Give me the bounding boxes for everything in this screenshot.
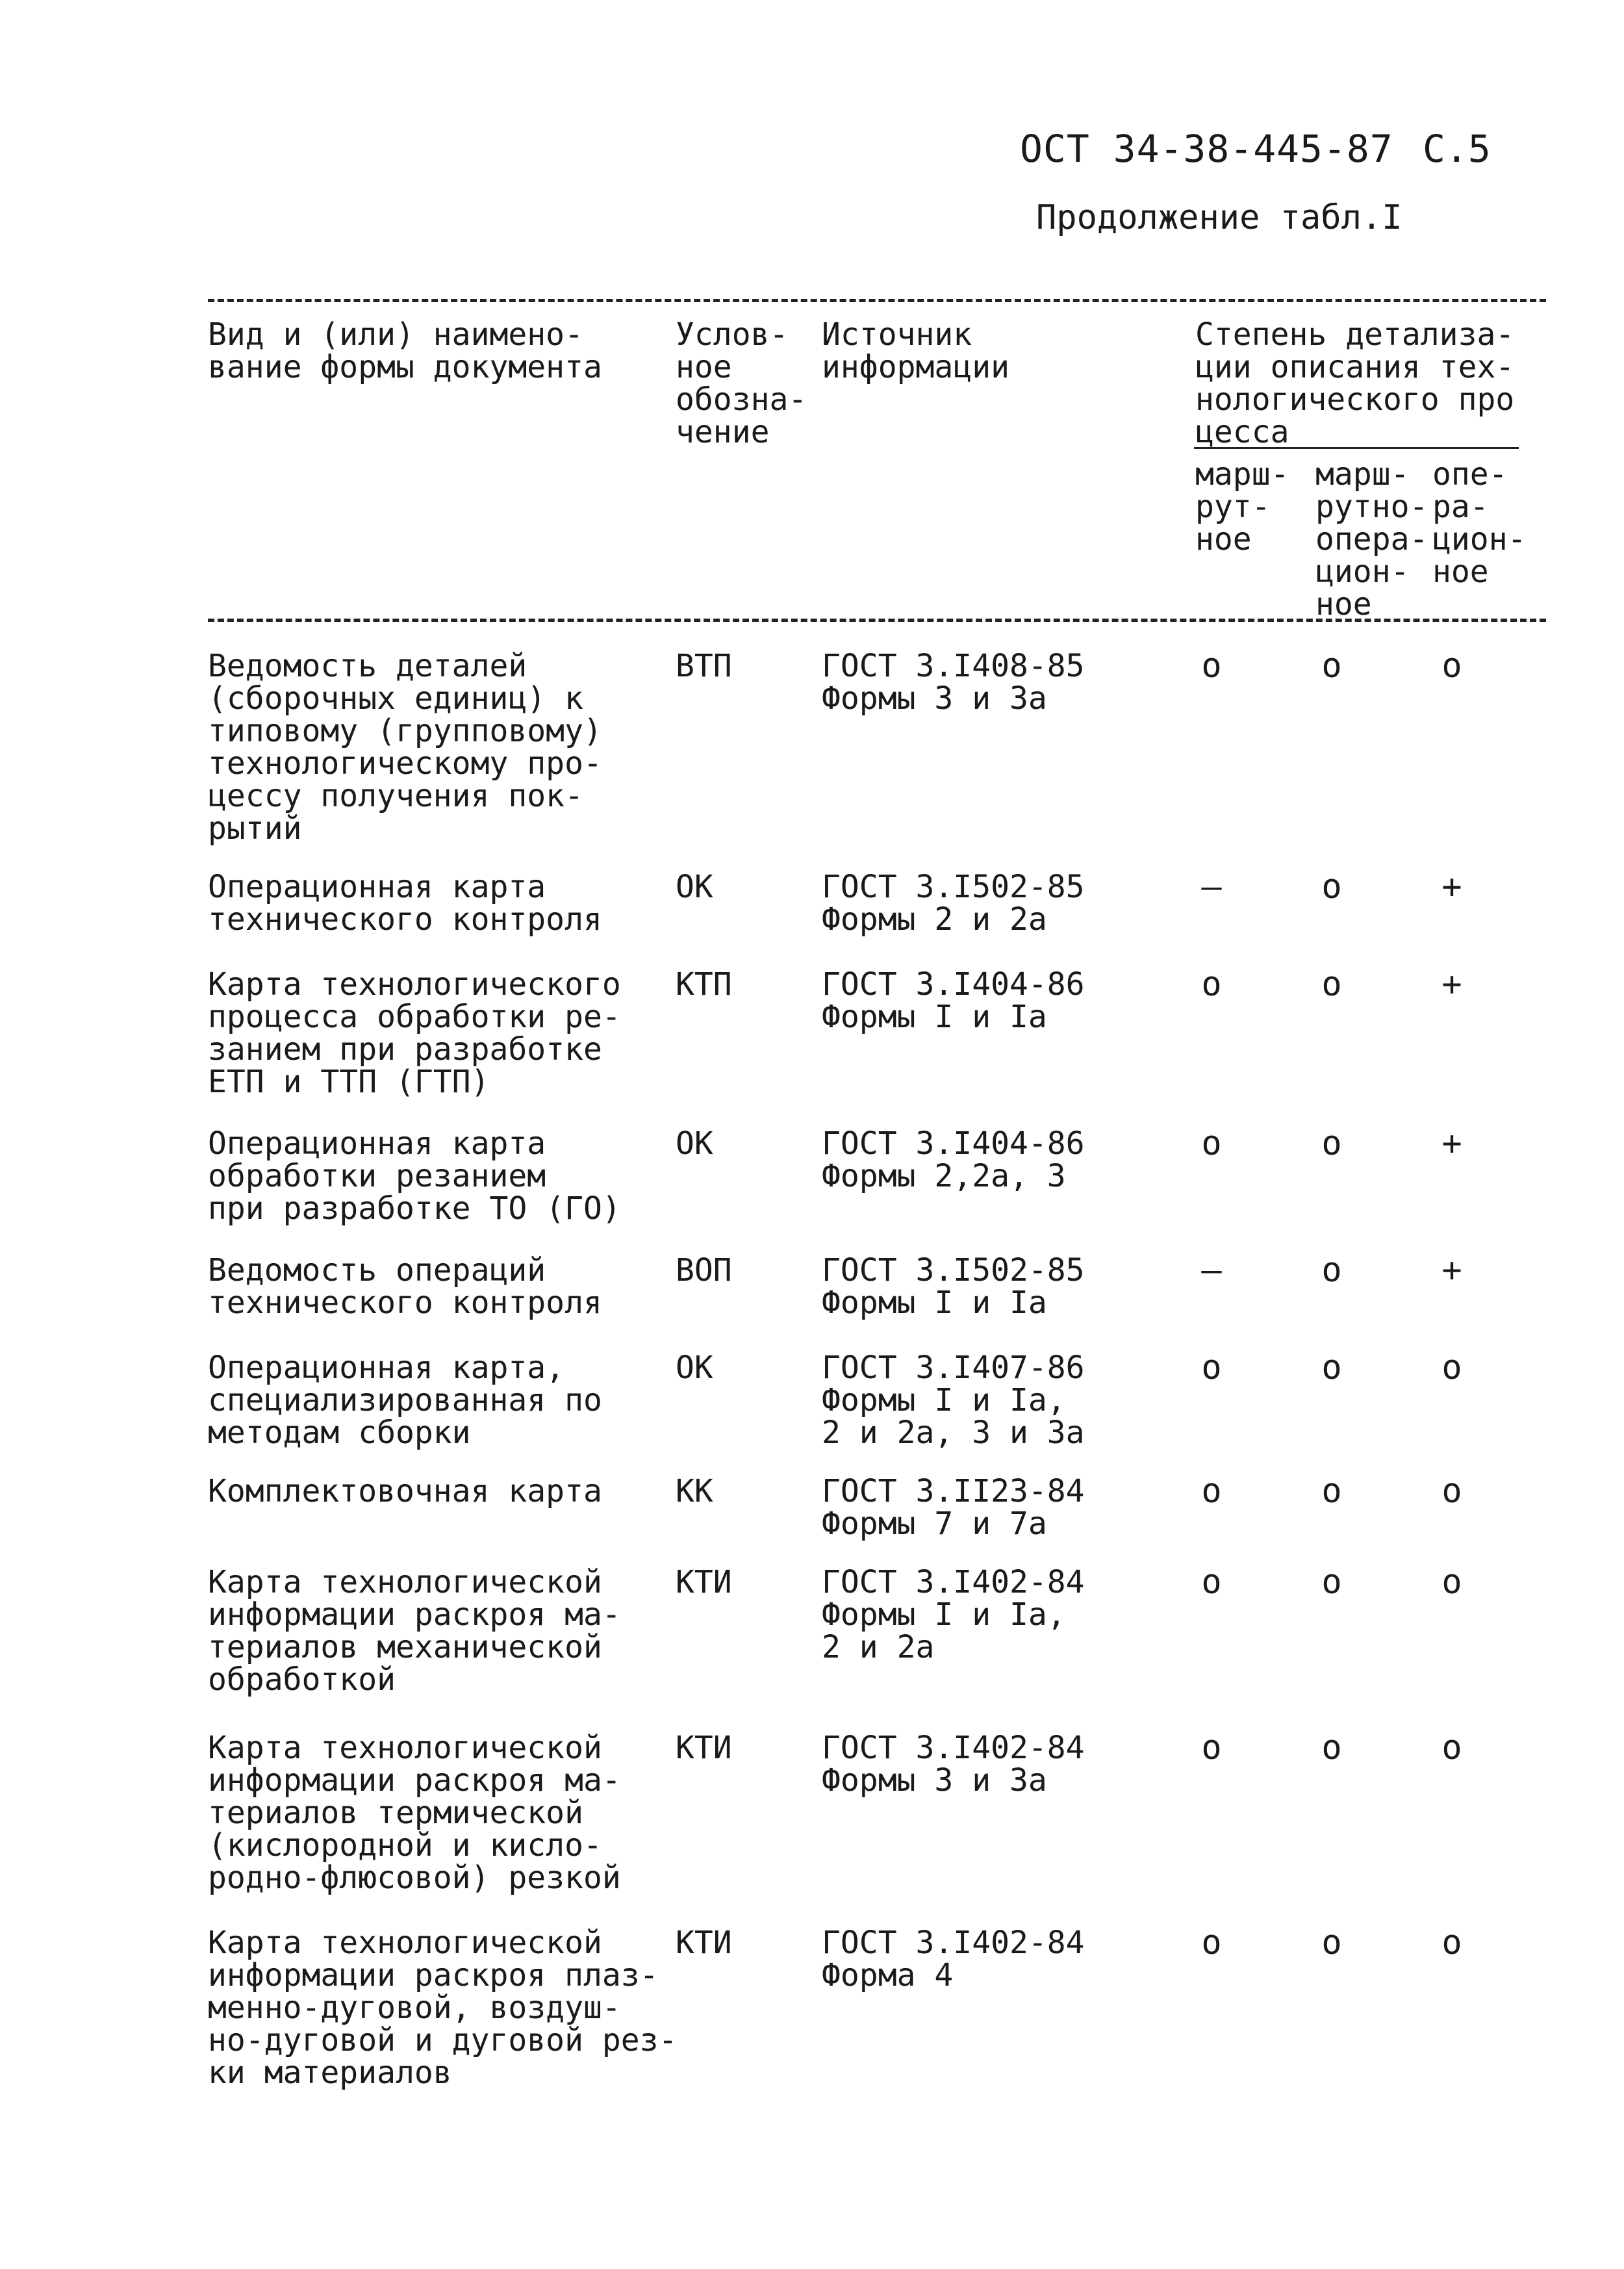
row-10-name: Карта технологической информации раскроя плаз- менно-дуговой, воздуш- но-дуговой и дуговой рез- ки материалов: [208, 1925, 678, 2091]
document-code: ОСТ 34-38-445-87: [1020, 127, 1393, 171]
row-8-op-mark: о: [1441, 1563, 1462, 1602]
row-5-source: ГОСТ 3.I502-85 Формы I и Iа: [822, 1252, 1085, 1321]
row-9-symbol: КТИ: [676, 1730, 732, 1766]
row-2-route-mark: –: [1201, 867, 1222, 906]
row-7-route-mark: о: [1201, 1472, 1222, 1511]
row-6-source: ГОСТ 3.I407-86 Формы I и Iа, 2 и 2а, 3 и 3а: [822, 1350, 1085, 1451]
row-4-name: Операционная карта обработки резанием при разработке ТО (ГО): [208, 1125, 621, 1227]
column-header-detail-level: Степень детализа- ции описания тех- нологического про цесса: [1195, 316, 1515, 450]
subheader-route-operational: марш- рутно- опера- цион- ное: [1315, 456, 1428, 622]
column-header-name: Вид и (или) наимено- вание формы документа: [208, 316, 602, 385]
row-4-source: ГОСТ 3.I404-86 Формы 2,2а, 3: [822, 1125, 1085, 1194]
subheader-route: марш- рут- ное: [1195, 456, 1289, 558]
row-6-route-mark: о: [1201, 1348, 1222, 1387]
row-5-name: Ведомость операций технического контроля: [208, 1252, 602, 1321]
row-7-op-mark: о: [1441, 1472, 1462, 1511]
row-9-op-mark: о: [1441, 1728, 1462, 1767]
row-4-route-op-mark: о: [1321, 1124, 1342, 1163]
row-3-route-mark: о: [1201, 965, 1222, 1004]
row-8-symbol: КТИ: [676, 1564, 732, 1600]
row-3-op-mark: +: [1441, 965, 1462, 1004]
row-3-route-op-mark: о: [1321, 965, 1342, 1004]
row-6-op-mark: о: [1441, 1348, 1462, 1387]
column-header-source: Источник информации: [822, 316, 1009, 385]
row-2-op-mark: +: [1441, 867, 1462, 906]
row-10-route-mark: о: [1201, 1923, 1222, 1962]
row-2-route-op-mark: о: [1321, 867, 1342, 906]
row-6-symbol: ОК: [676, 1350, 713, 1386]
row-8-name: Карта технологической информации раскроя ма- териалов механической обработкой: [208, 1564, 621, 1698]
row-6-name: Операционная карта, специализированная по методам сборки: [208, 1350, 602, 1451]
row-1-symbol: ВТП: [676, 648, 732, 684]
row-1-route-op-mark: о: [1321, 647, 1342, 686]
page-number: С.5: [1423, 127, 1491, 171]
row-5-symbol: ВОП: [676, 1252, 732, 1288]
table-top-rule: [208, 299, 1546, 302]
row-1-op-mark: о: [1441, 647, 1462, 686]
row-9-source: ГОСТ 3.I402-84 Формы 3 и 3а: [822, 1730, 1085, 1799]
row-1-route-mark: о: [1201, 647, 1222, 686]
row-9-name: Карта технологической информации раскроя ма- териалов термической (кислородной и кисло- родно-флюсовой) резкой: [208, 1730, 621, 1896]
row-1-name: Ведомость деталей (сборочных единиц) к типовому (групповому) технологическому про- цессу получения пок- рытий: [208, 648, 602, 847]
row-4-symbol: ОК: [676, 1125, 713, 1162]
row-4-route-mark: о: [1201, 1124, 1222, 1163]
row-7-route-op-mark: о: [1321, 1472, 1342, 1511]
row-8-source: ГОСТ 3.I402-84 Формы I и Iа, 2 и 2а: [822, 1564, 1085, 1665]
row-4-op-mark: +: [1441, 1124, 1462, 1163]
row-7-symbol: КК: [676, 1473, 713, 1509]
row-3-source: ГОСТ 3.I404-86 Формы I и Iа: [822, 966, 1085, 1035]
subheader-operational: опе- ра- цион- ное: [1432, 456, 1527, 590]
row-5-route-mark: –: [1201, 1251, 1222, 1290]
row-10-op-mark: о: [1441, 1923, 1462, 1962]
row-9-route-mark: о: [1201, 1728, 1222, 1767]
column-header-symbol: Услов- ное обозна- чение: [676, 316, 807, 450]
row-5-route-op-mark: о: [1321, 1251, 1342, 1290]
row-2-name: Операционная карта технического контроля: [208, 869, 602, 938]
row-7-source: ГОСТ 3.II23-84 Формы 7 и 7а: [822, 1473, 1085, 1542]
row-6-route-op-mark: о: [1321, 1348, 1342, 1387]
row-10-symbol: КТИ: [676, 1925, 732, 1961]
row-9-route-op-mark: о: [1321, 1728, 1342, 1767]
row-8-route-mark: о: [1201, 1563, 1222, 1602]
row-10-route-op-mark: о: [1321, 1923, 1342, 1962]
row-2-symbol: ОК: [676, 869, 713, 905]
row-2-source: ГОСТ 3.I502-85 Формы 2 и 2а: [822, 869, 1085, 938]
row-5-op-mark: +: [1441, 1251, 1462, 1290]
row-7-name: Комплектовочная карта: [208, 1473, 602, 1509]
row-3-symbol: КТП: [676, 966, 732, 1003]
row-1-source: ГОСТ 3.I408-85 Формы 3 и 3а: [822, 648, 1085, 717]
row-3-name: Карта технологического процесса обработки ре- занием при разработке ЕТП и ТТП (ГТП): [208, 966, 621, 1100]
table-continuation-caption: Продолжение табл.I: [1036, 198, 1402, 237]
row-8-route-op-mark: о: [1321, 1563, 1342, 1602]
row-10-source: ГОСТ 3.I402-84 Форма 4: [822, 1925, 1085, 1993]
